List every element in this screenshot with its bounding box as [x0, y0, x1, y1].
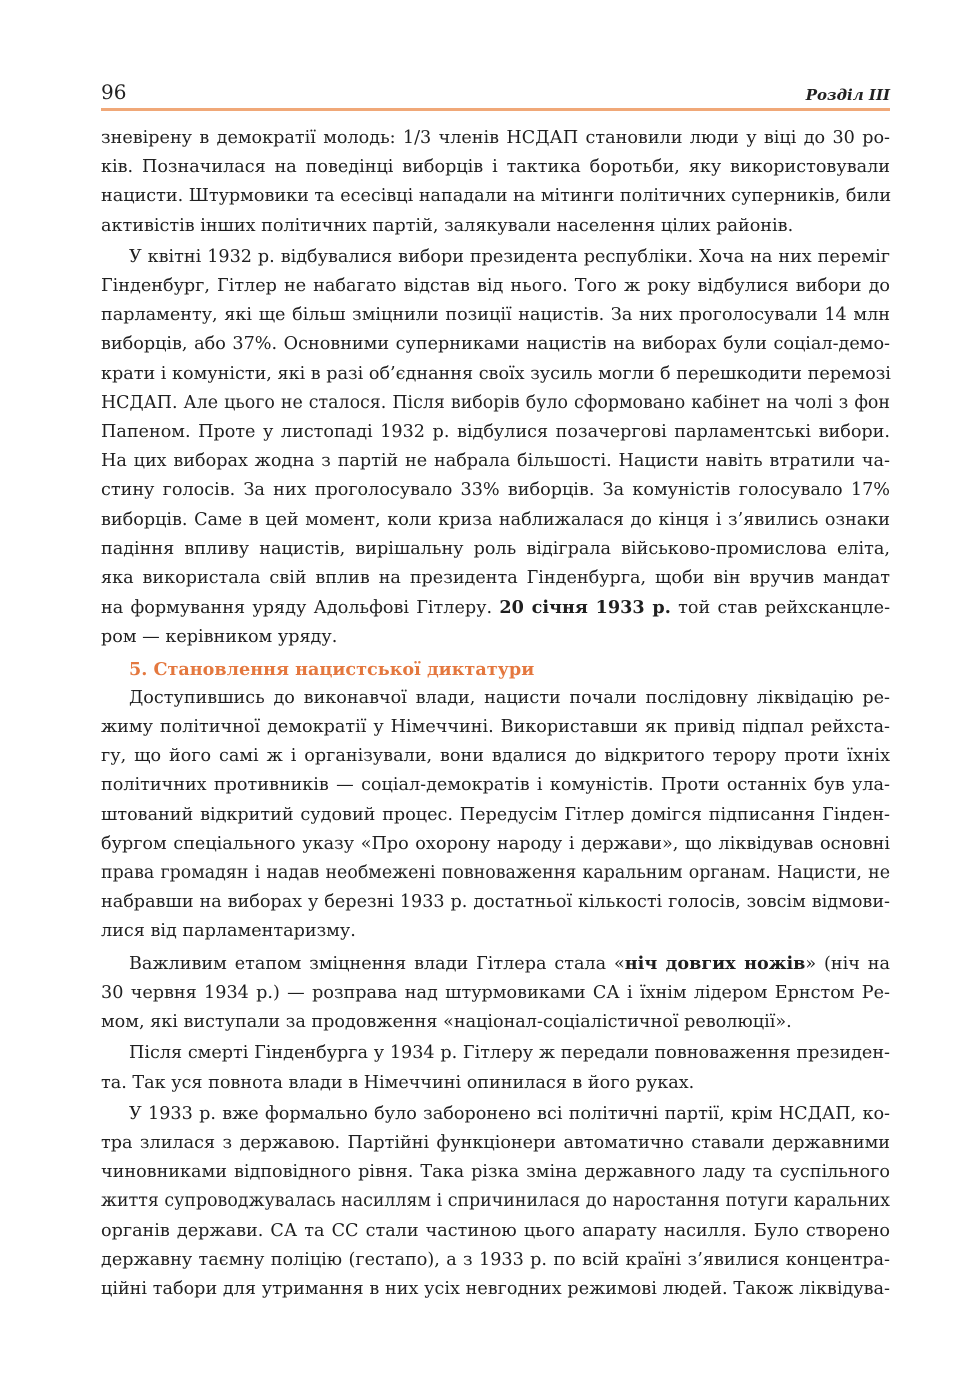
body-text [101, 124, 890, 1304]
text-line [101, 593, 890, 623]
text-line: лися від парламентаризму. [101, 921, 356, 942]
text-line: У 1933 р. вже формально було заборонено всі політичні партії, крім НСДАП, ко- [129, 1103, 890, 1124]
text-line: тра злилася з державою. Партійні функціонери автоматично ставали державними [101, 1132, 890, 1153]
text-line: виборців, або 37%. Основними суперниками нацистів на виборах були соціал-демо- [101, 334, 890, 355]
text-line: жиму політичної демократії у Німеччині. Використавши як привід підпал рейхста- [101, 717, 890, 738]
paragraph [101, 1039, 890, 1097]
term-emphasis: ніч довгих ножів [624, 952, 806, 974]
text-line: Гінденбург, Гітлер не набагато відстав від нього. Того ж року відбулися вибори до [101, 276, 890, 297]
paragraph [101, 124, 890, 241]
text-line: стину голосів. За них проголосувало 33% виборців. За комуністів голосувало 17% [101, 480, 890, 501]
text-line: життя супроводжувалась насиллям і спричинилася до наростання потуги каральних [101, 1191, 890, 1212]
paragraph [101, 1100, 890, 1304]
text-line: яка використала свій вплив на президента Гінденбурга, щоби він вручив мандат [101, 568, 890, 589]
text-line: гу, що його самі ж і організували, вони вдалися до відкритого терору проти їхніх [101, 746, 890, 767]
text-line: активістів інших політичних партій, залякували населення цілих районів. [101, 215, 794, 236]
chapter-label: Розділ III [805, 86, 890, 104]
text-line: парламенту, які ще більш зміцнили позиції нацистів. За них проголосували 14 млн [101, 305, 890, 326]
text-line: чиновниками відповідного рівня. Така різка зміна державного ладу та суспільного [101, 1162, 890, 1183]
text-line: зневірену в демократії молодь: 1/3 членів НСДАП становили люди у віці до 30 ро- [101, 128, 890, 148]
text-line: виборців. Саме в цей момент, коли криза наближалася до кінця і з’явились ознаки [101, 509, 890, 530]
section-heading: 5. Становлення нацистської диктатури [129, 658, 535, 680]
text-line: На цих виборах жодна з партій не набрала більшості. Нацисти навіть втратили ча- [101, 451, 890, 472]
text-line: нацисти. Штурмовики та есесівці нападали на мітинги політичних суперників, били [101, 186, 892, 207]
text-line: бургом спеціального указу «Про охорону народу і держави», що ліквідував основні [101, 833, 890, 854]
paragraph [101, 243, 890, 653]
text-line: падіння впливу нацистів, вирішальну роль відіграла військово-промислова еліта, [101, 538, 890, 559]
text-line: мом, які виступали за продовження «націонал-соціалістичної революції». [101, 1012, 792, 1033]
text-line: ків. Позначилася на поведінці виборців і тактика боротьби, яку використовували [101, 157, 890, 178]
text-span: той став рейхсканцле- [678, 598, 891, 619]
text-line: Після смерті Гінденбурга у 1934 р. Гітлеру ж передали повноваження президен- [129, 1043, 890, 1064]
text-span: » (ніч на [805, 953, 891, 974]
text-line: та. Так уся повнота влади в Німеччині опинилася в його руках. [101, 1072, 695, 1093]
page-number: 96 [101, 80, 127, 104]
text-span: на формування уряду Адольфові Гітлеру. [101, 598, 493, 619]
date-emphasis: 20 січня 1933 р. [499, 597, 671, 619]
text-line: органів держави. СА та СС стали частиною цього апарату насилля. Було створено [101, 1220, 890, 1241]
text-line: ційні табори для утримання в них усіх невгодних режимові людей. Також ліквідува- [101, 1278, 890, 1299]
text-line: державну таємну поліцію (гестапо), а з 1933 р. по всій країні з’явилися концентра- [101, 1249, 890, 1270]
text-line: крати і комуністи, які в разі об’єднання своїх зусиль могли б перешкодити перемозі [101, 363, 891, 384]
text-line: 30 червня 1934 р.) — розправа над штурмовиками СА і їхнім лідером Ернстом Ре- [101, 982, 890, 1003]
text-line: Доступившись до виконавчої влади, нацисти почали послідовну ліквідацію ре- [129, 687, 890, 708]
paragraph [101, 949, 890, 1038]
text-line: права громадян і надав необмежені повноваження каральним органам. Нацисти, не [101, 863, 890, 884]
header-rule [101, 108, 890, 111]
text-line: політичних противників — соціал-демократів і комуністів. Проти останніх був ула- [101, 775, 890, 796]
text-line [101, 949, 890, 979]
paragraph [101, 684, 890, 947]
text-line: Папеном. Проте у листопаді 1932 р. відбулися позачергові парламентські вибори. [101, 422, 890, 443]
text-span: Важливим етапом зміцнення влади Гітлера стала « [129, 953, 625, 974]
text-line: набравши на виборах у березні 1933 р. достатньої кількості голосів, зовсім відмови- [101, 892, 890, 913]
text-line: НСДАП. Але цього не сталося. Після виборів було сформовано кабінет на чолі з фон [101, 392, 890, 413]
text-line: штований відкритий судовий процес. Передусім Гітлер домігся підписання Гінден- [101, 804, 890, 825]
text-line: ром — керівником уряду. [101, 627, 338, 648]
text-line: У квітні 1932 р. відбувалися вибори президента республіки. Хоча на них переміг [129, 246, 890, 267]
